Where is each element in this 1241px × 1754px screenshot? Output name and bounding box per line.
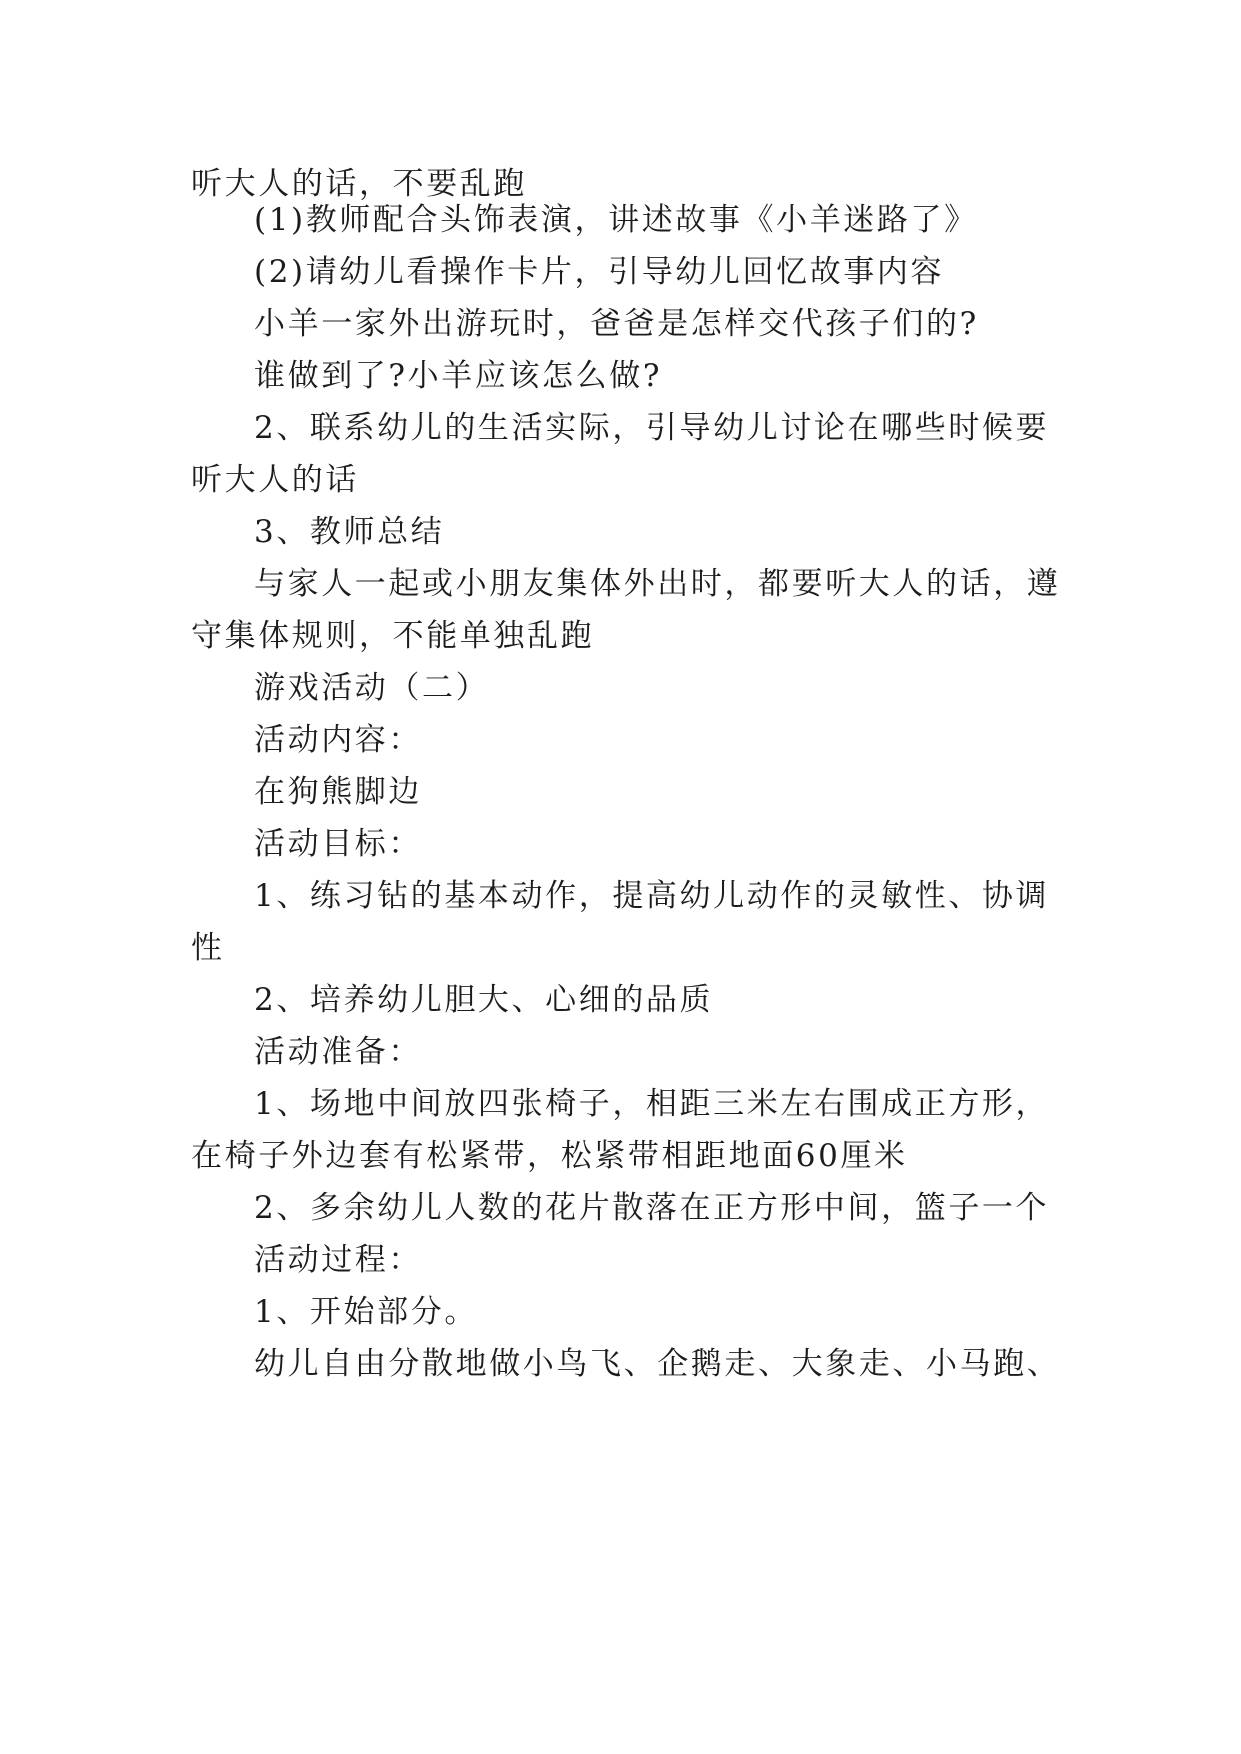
text-line: 听大人的话，不要乱跑 — [191, 166, 527, 202]
text-line: 活动目标： — [254, 826, 422, 862]
text-line: 谁做到了?小羊应该怎么做? — [254, 358, 663, 394]
text-line: 守集体规则，不能单独乱跑 — [191, 618, 595, 654]
text-line: 活动过程： — [254, 1242, 422, 1278]
text-line: 与家人一起或小朋友集体外出时，都要听大人的话，遵 — [254, 566, 1061, 602]
text-line: 活动准备： — [254, 1034, 422, 1070]
text-line: 1、场地中间放四张椅子，相距三米左右围成正方形， — [254, 1086, 1050, 1122]
text-line: (2)请幼儿看操作卡片，引导幼儿回忆故事内容 — [254, 254, 945, 290]
text-line: 性 — [191, 930, 225, 966]
text-line: 听大人的话 — [191, 462, 359, 498]
text-line: 2、联系幼儿的生活实际，引导幼儿讨论在哪些时候要 — [254, 410, 1050, 446]
text-line: 活动内容： — [254, 722, 422, 758]
text-line: 1、开始部分。 — [254, 1294, 478, 1330]
text-line: (1)教师配合头饰表演，讲述故事《小羊迷路了》 — [254, 202, 978, 238]
text-line: 2、多余幼儿人数的花片散落在正方形中间，篮子一个 — [254, 1190, 1050, 1226]
text-line: 小羊一家外出游玩时，爸爸是怎样交代孩子们的? — [254, 306, 979, 342]
text-line: 在椅子外边套有松紧带，松紧带相距地面60厘米 — [191, 1138, 908, 1174]
text-line: 在狗熊脚边 — [254, 774, 422, 810]
text-line: 游戏活动（二） — [254, 670, 490, 706]
text-line: 幼儿自由分散地做小鸟飞、企鹅走、大象走、小马跑、 — [254, 1346, 1061, 1382]
text-line: 2、培养幼儿胆大、心细的品质 — [254, 982, 714, 1018]
text-line: 3、教师总结 — [254, 514, 445, 550]
text-line: 1、练习钻的基本动作，提高幼儿动作的灵敏性、协调 — [254, 878, 1050, 914]
